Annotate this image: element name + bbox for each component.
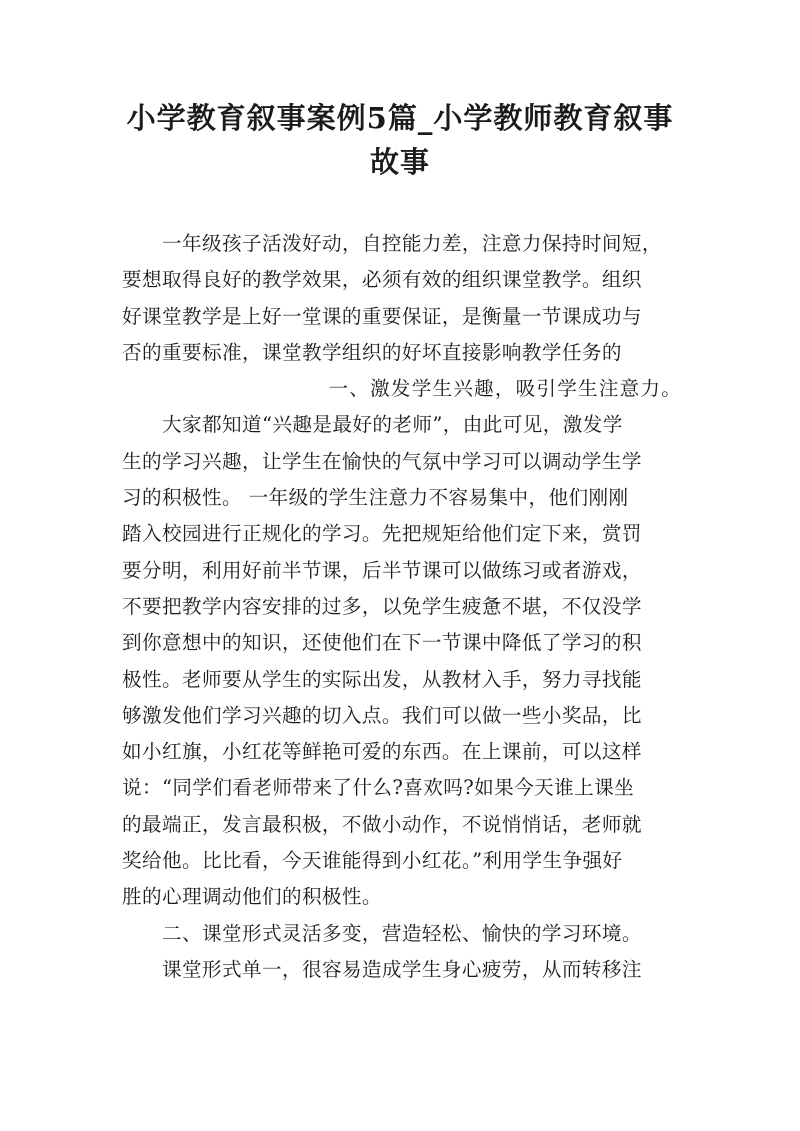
paragraph-1-line-3: 好课堂教学是上好一堂课的重要保证，是衡量一节课成功与 — [122, 304, 642, 328]
paragraph-1-line-1: 一年级孩子活泼好动，自控能力差，注意力保持时间短， — [162, 232, 662, 255]
paragraph-2-line-5: 要分明，利用好前半节课，后半节课可以做练习或者游戏， — [122, 558, 642, 582]
paragraph-2-line-13: 奖给他。比比看，今天谁能得到小红花。”利用学生争强好 — [122, 849, 623, 873]
paragraph-2-line-4: 踏入校园进行正规化的学习。先把规矩给他们定下来，赏罚 — [122, 522, 642, 546]
paragraph-2-line-8: 极性。老师要从学生的实际出发，从教材入手，努力寻找能 — [122, 667, 642, 691]
paragraph-2-line-2: 生的学习兴趣，让学生在愉快的气氛中学习可以调动学生学 — [122, 449, 642, 473]
paragraph-1-line-4: 否的重要标准，课堂教学组织的好坏直接影响教学任务的 — [122, 340, 622, 364]
paragraph-2-line-11: 说：“同学们看老师带来了什么?喜欢吗?如果今天谁上课坐 — [122, 776, 635, 800]
paragraph-2-line-14: 胜的心理调动他们的积极性。 — [122, 885, 382, 909]
paragraph-2-line-3: 习的积极性。 一年级的学生注意力不容易集中，他们刚刚 — [122, 486, 629, 510]
document-body — [122, 226, 682, 988]
document-title-line-2: 故事 — [369, 145, 430, 179]
paragraph-2-line-9: 够激发他们学习兴趣的切入点。我们可以做一些小奖品，比 — [122, 703, 642, 727]
paragraph-2-line-12: 的最端正，发言最积极，不做小动作，不说悄悄话，老师就 — [122, 812, 642, 836]
section-heading-1: 一、激发学生兴趣，吸引学生注意力。 — [328, 377, 682, 401]
section-heading-2: 二、课堂形式灵活多变，营造轻松、愉快的学习环境。 — [162, 921, 642, 945]
document-title-line-1: 小学教育叙事案例5篇_小学教师教育叙事 — [126, 101, 674, 135]
paragraph-1-line-2: 要想取得良好的教学效果，必须有效的组织课堂教学。组织 — [122, 268, 642, 292]
paragraph-2-line-6: 不要把教学内容安排的过多，以免学生疲惫不堪，不仅没学 — [122, 594, 642, 618]
paragraph-3-line-1: 课堂形式单一，很容易造成学生身心疲劳，从而转移注 — [162, 957, 642, 981]
paragraph-2-line-1: 大家都知道“兴趣是最好的老师”，由此可见，激发学 — [162, 413, 623, 437]
paragraph-2-line-10: 如小红旗，小红花等鲜艳可爱的东西。在上课前，可以这样 — [122, 740, 642, 764]
paragraph-2-line-7: 到你意想中的知识，还使他们在下一节课中降低了学习的积 — [122, 631, 642, 655]
